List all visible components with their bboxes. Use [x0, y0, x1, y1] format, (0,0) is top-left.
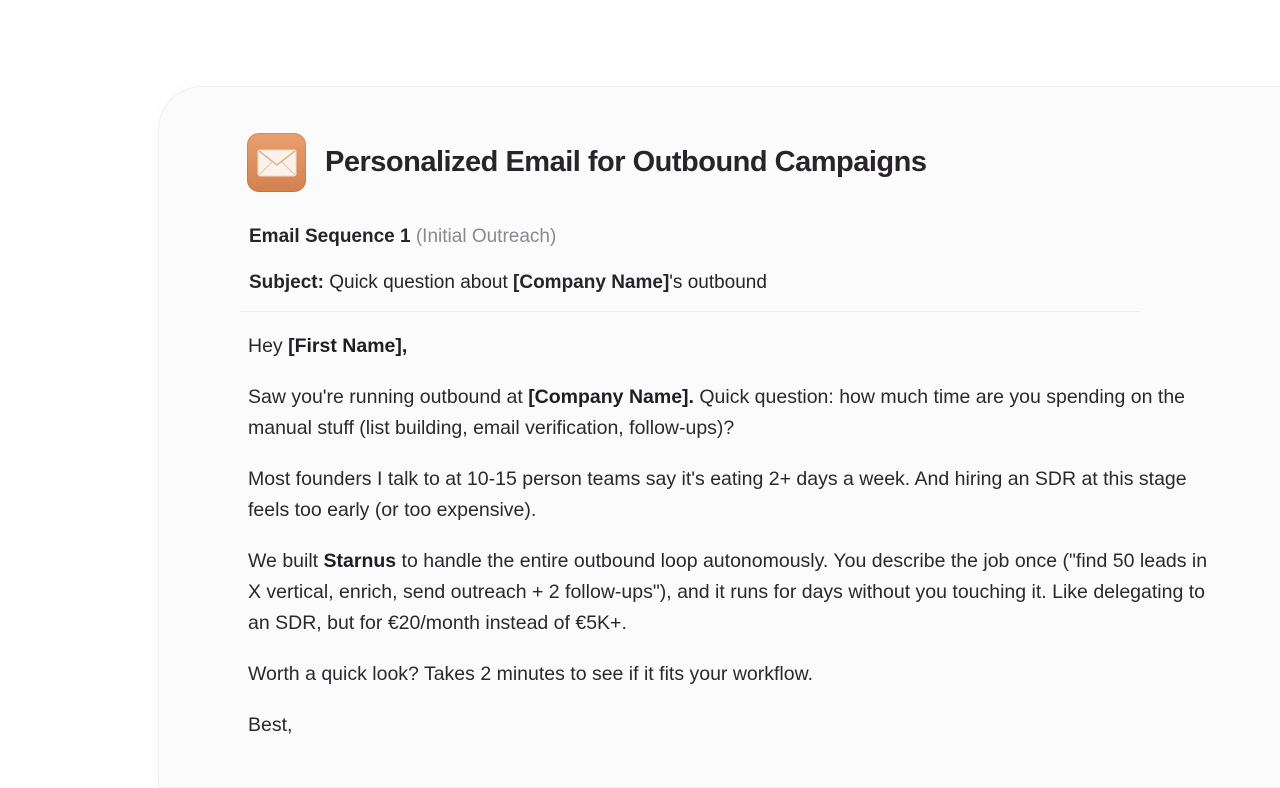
greeting-prefix: Hey [248, 335, 283, 357]
subject-suffix: 's outbound [669, 272, 767, 293]
subject-label: Subject: [249, 272, 324, 293]
paragraph-1-end: Quick question: how much time are you spending on the manual stuff (list building, email verification, follow-ups)? [248, 386, 1186, 439]
sequence-line [249, 226, 556, 248]
greeting [248, 331, 1208, 362]
envelope-icon [247, 133, 306, 192]
divider [240, 311, 1140, 312]
paragraph-1 [248, 382, 1208, 444]
paragraph-3 [248, 546, 1208, 639]
paragraph-4: Worth a quick look? Takes 2 minutes to see if it fits your workflow. [248, 663, 814, 685]
subject-line [249, 272, 767, 294]
sequence-note: (Initial Outreach) [415, 226, 557, 247]
email-body [248, 331, 1208, 761]
signoff: Best, [248, 714, 293, 736]
paragraph-3-end: to handle the entire outbound loop autonomously. You describe the job once ("find 50 leads in X vertical, enrich, send outreach + 2 follow-ups"), and it runs for days without you touching it. Like delegating to an SDR, but for €20/month instead of €5K+. [248, 550, 1208, 634]
subject-text: Quick question about [329, 272, 508, 293]
card-header [247, 133, 926, 192]
brand-name: Starnus [323, 550, 397, 572]
sequence-label: Email Sequence 1 [249, 226, 411, 247]
company-name-placeholder: [Company Name]. [528, 386, 694, 408]
first-name-placeholder: [First Name], [288, 335, 408, 357]
paragraph-3-start: We built [248, 550, 319, 572]
paragraph-1-start: Saw you're running outbound at [248, 386, 523, 408]
subject-company-placeholder: [Company Name] [513, 272, 670, 293]
page-title: Personalized Email for Outbound Campaigns [325, 146, 927, 178]
paragraph-2: Most founders I talk to at 10-15 person teams say it's eating 2+ days a week. And hiring an SDR at this stage feels too early (or too expensive). [248, 468, 1187, 521]
